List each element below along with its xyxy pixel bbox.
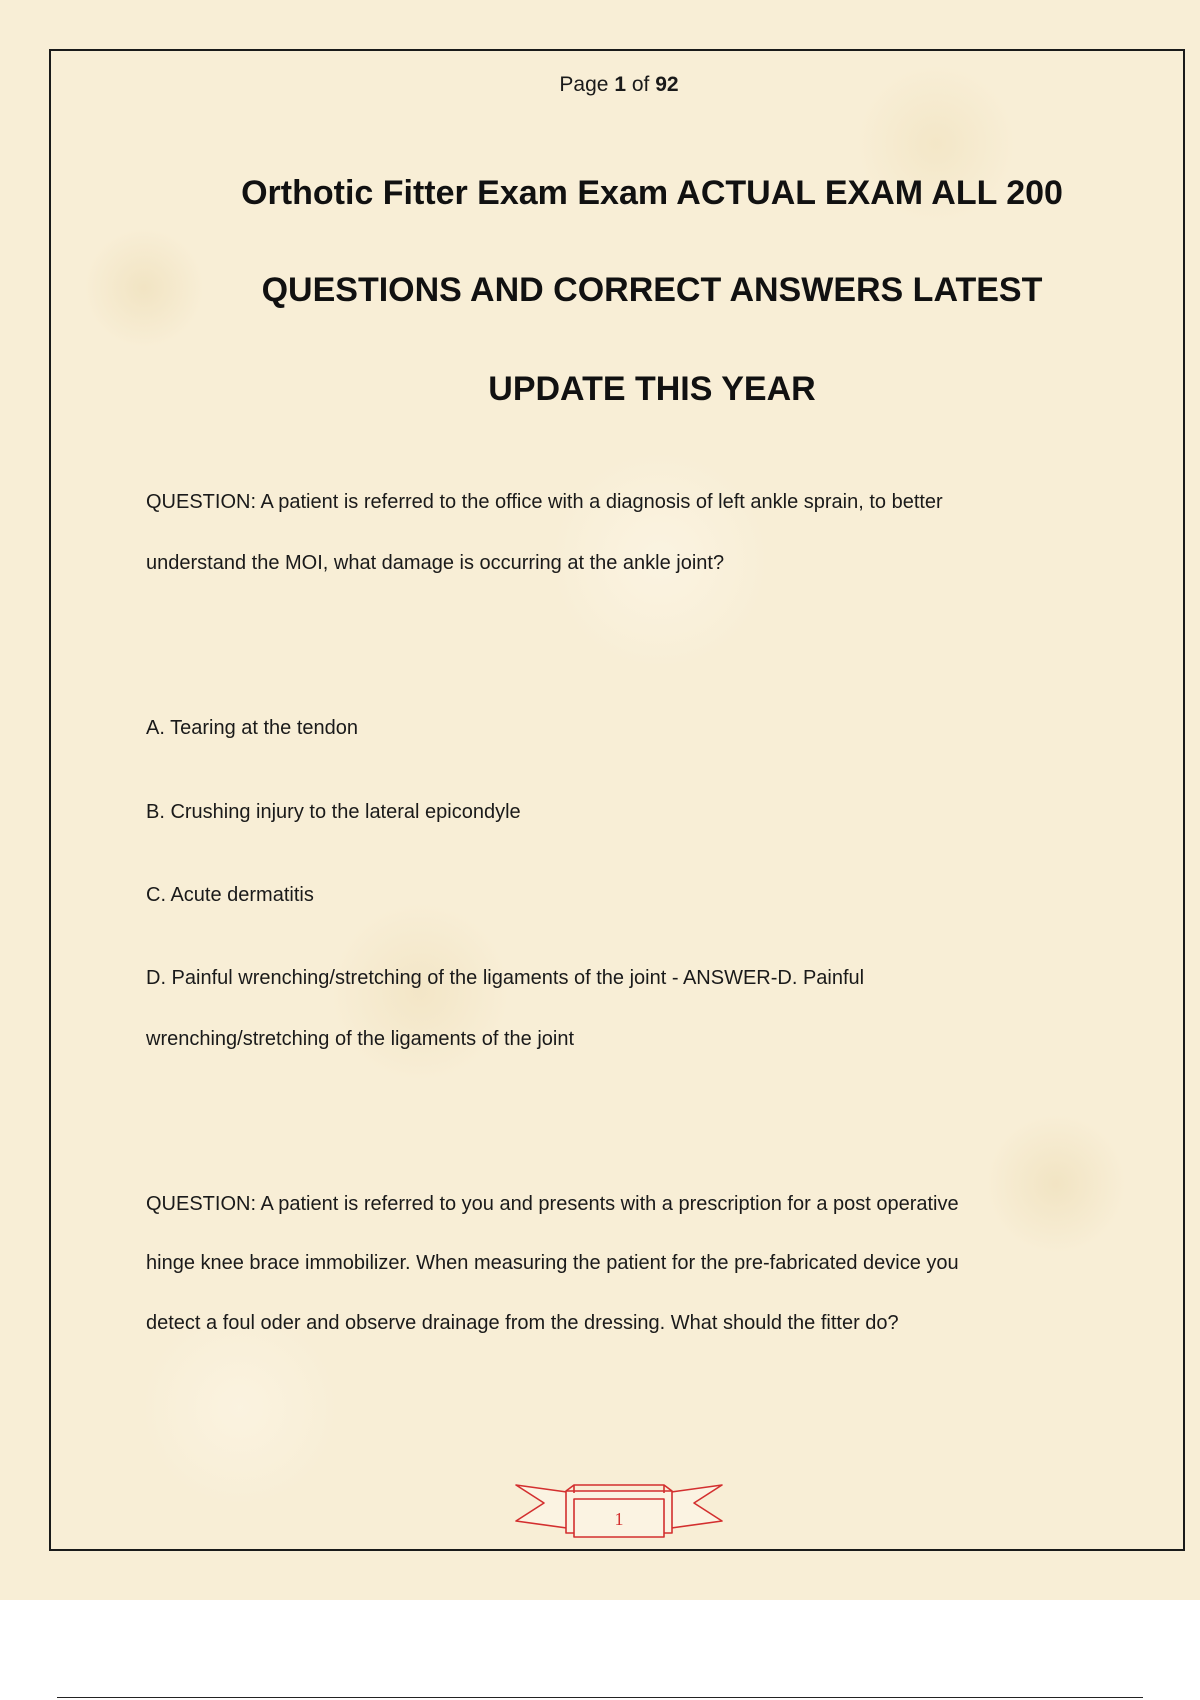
document-title-line-2: QUESTIONS AND CORRECT ANSWERS LATEST xyxy=(261,271,1043,309)
page-ribbon-badge xyxy=(514,1479,724,1541)
question-2-text-line-1: QUESTION: A patient is referred to you and presents with a prescription for a post operative xyxy=(146,1193,959,1215)
question-1-text-line-2: understand the MOI, what damage is occurring at the ankle joint? xyxy=(146,552,725,574)
answer-continued: wrenching/stretching of the ligaments of the joint xyxy=(146,1028,575,1050)
page-counter xyxy=(0,73,1200,97)
document-title-line-1: Orthotic Fitter Exam Exam ACTUAL EXAM ALL 200 xyxy=(241,174,1063,212)
page-badge-number: 1 xyxy=(614,1509,624,1529)
option-c: C. Acute dermatitis xyxy=(146,884,314,906)
document-title-line-3: UPDATE THIS YEAR xyxy=(488,370,816,408)
page-current: 1 xyxy=(614,73,626,96)
page-of: of xyxy=(631,73,650,96)
option-b: B. Crushing injury to the lateral epicondyle xyxy=(146,801,521,823)
bottom-divider xyxy=(57,1697,1143,1698)
page-total: 92 xyxy=(655,73,679,96)
option-d-answer: D. Painful wrenching/stretching of the ligaments of the joint - ANSWER-D. Painful xyxy=(146,967,865,989)
option-a: A. Tearing at the tendon xyxy=(146,717,359,739)
page-prefix: Page xyxy=(559,73,609,96)
question-2-text-line-3: detect a foul oder and observe drainage from the dressing. What should the fitter do? xyxy=(146,1312,899,1334)
question-1-text-line-1: QUESTION: A patient is referred to the office with a diagnosis of left ankle sprain, to better xyxy=(146,491,943,513)
question-2-text-line-2: hinge knee brace immobilizer. When measuring the patient for the pre-fabricated device you xyxy=(146,1252,959,1274)
